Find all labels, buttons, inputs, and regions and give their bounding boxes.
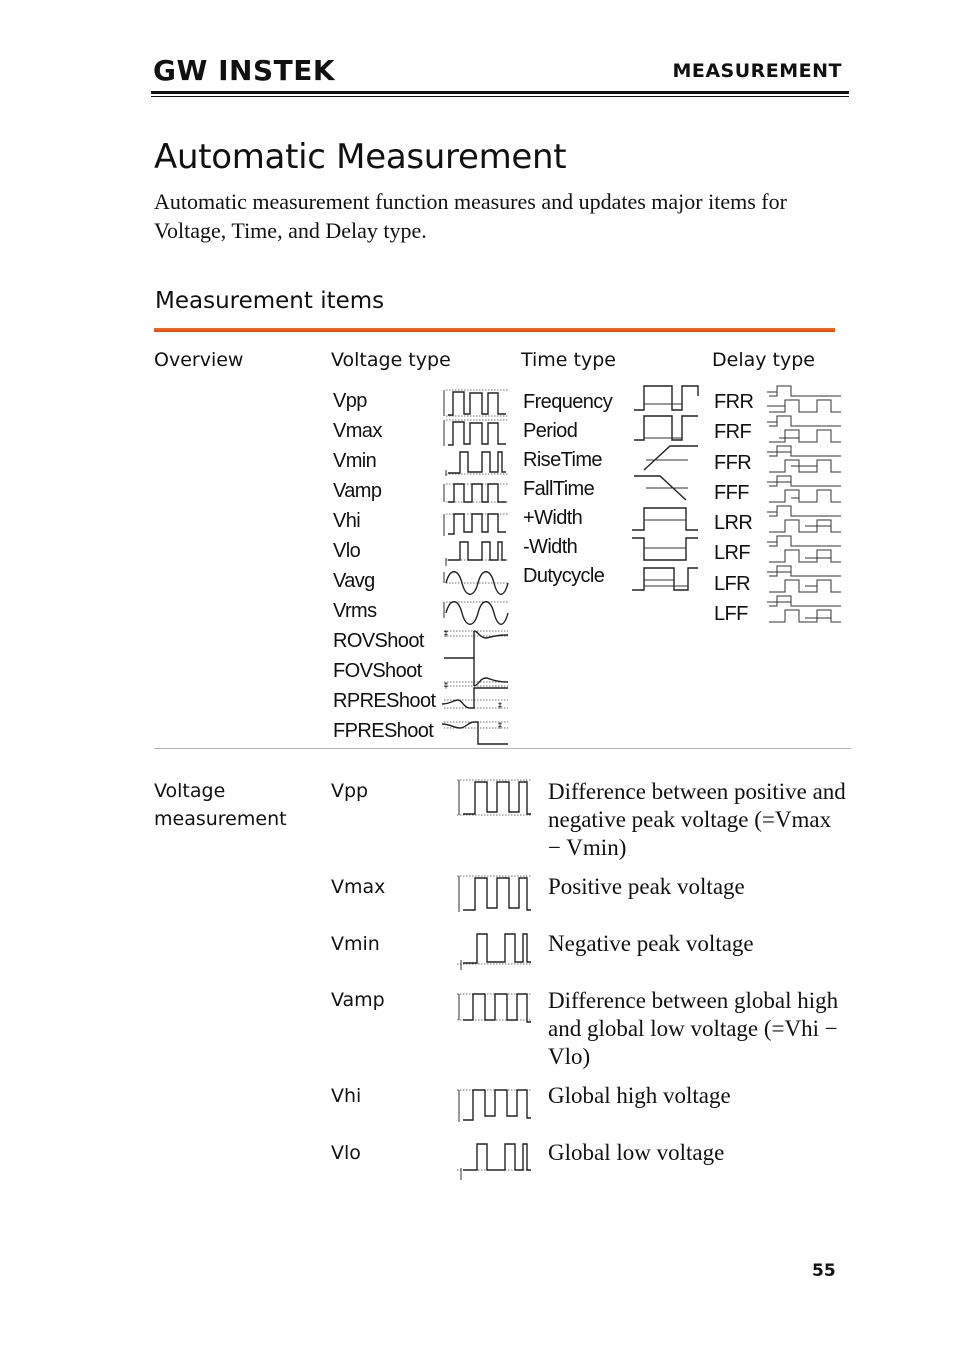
list-item: FFR	[714, 451, 752, 474]
vhi-waveform-icon	[453, 1084, 533, 1124]
list-item: FPREShoot	[333, 720, 434, 742]
delay-type-list	[714, 387, 753, 629]
label-line: Voltage	[154, 780, 226, 802]
vavg-icon	[444, 572, 508, 595]
vmin-icon	[446, 452, 508, 476]
list-item: Vmin	[333, 450, 377, 472]
header-rule	[151, 91, 849, 94]
vrms-icon	[444, 602, 508, 625]
neg-width-icon	[632, 538, 698, 560]
vmin-waveform-icon	[453, 930, 533, 970]
svg-text:‡: ‡	[498, 701, 502, 710]
svg-text:GW INSTEK: GW INSTEK	[153, 54, 336, 87]
time-type-heading: Time type	[521, 349, 616, 371]
list-item: Vavg	[333, 570, 375, 592]
risetime-icon	[644, 446, 698, 470]
list-item: RPREShoot	[333, 690, 436, 712]
page-title: Automatic Measurement	[154, 137, 567, 177]
svg-text:‡: ‡	[444, 681, 448, 690]
voltage-type-heading: Voltage type	[331, 349, 451, 371]
vhi-icon	[444, 514, 508, 536]
voltage-type-list	[333, 386, 435, 746]
item-name: Vlo	[331, 1142, 361, 1164]
list-item: FRF	[714, 421, 752, 444]
subsection-rule	[154, 328, 835, 332]
frf-icon	[767, 416, 841, 442]
list-item: +Width	[523, 507, 583, 529]
item-name: Vmin	[331, 933, 380, 955]
item-name: Vhi	[331, 1085, 362, 1107]
item-description: Difference between global high and global low voltage (=Vhi − Vlo)	[548, 988, 839, 1069]
item-name: Vamp	[331, 989, 385, 1011]
vpp-icon	[444, 390, 508, 416]
list-item: Period	[523, 420, 578, 442]
item-description: Difference between positive and negative peak voltage (=Vmax − Vmin)	[548, 779, 846, 860]
lrr-icon	[767, 506, 841, 532]
voltage-measurement-label	[154, 777, 287, 833]
list-item: LRR	[714, 512, 753, 535]
header-rule-thin	[151, 96, 849, 97]
vlo-waveform-icon	[453, 1140, 533, 1180]
section-divider	[154, 748, 851, 749]
list-item: Vamp	[333, 480, 382, 502]
item-description: Positive peak voltage	[548, 874, 745, 899]
delay-type-icons	[765, 384, 843, 634]
time-type-icons	[630, 384, 702, 594]
item-name: Vpp	[331, 780, 369, 802]
falltime-icon	[634, 476, 688, 500]
fovshoot-icon	[444, 658, 508, 690]
lff-icon	[767, 596, 841, 622]
rpreshoot-icon	[442, 688, 508, 710]
item-description: Global low voltage	[548, 1140, 725, 1165]
list-item: LFR	[714, 572, 750, 595]
item-description: Global high voltage	[548, 1083, 731, 1108]
list-item: Vlo	[333, 540, 361, 562]
delay-type-heading: Delay type	[712, 349, 815, 371]
lfr-icon	[767, 566, 841, 592]
rovshoot-icon	[444, 629, 508, 658]
vamp-waveform-icon	[453, 988, 533, 1028]
overview-label: Overview	[154, 349, 244, 371]
list-item: Vmax	[333, 420, 382, 442]
label-line: measurement	[154, 808, 287, 830]
list-item: Vrms	[333, 600, 377, 622]
list-item: Frequency	[523, 391, 613, 413]
list-item: LFF	[714, 603, 748, 626]
page-number: 55	[812, 1261, 836, 1281]
subsection-title: Measurement items	[155, 288, 385, 314]
voltage-type-icons	[440, 386, 510, 746]
svg-text:‡: ‡	[444, 629, 448, 638]
item-description: Negative peak voltage	[548, 931, 754, 956]
vamp-icon	[444, 484, 508, 502]
list-item: ROVShoot	[333, 630, 424, 652]
intro-paragraph: Automatic measurement function measures and updates major items for Voltage, Time, and Delay type.	[154, 189, 787, 243]
list-item: FFF	[714, 481, 749, 504]
svg-text:‡: ‡	[498, 721, 502, 730]
fpreshoot-icon	[442, 721, 508, 744]
frr-icon	[767, 386, 841, 412]
ffr-icon	[767, 446, 841, 472]
list-item: RiseTime	[523, 449, 602, 471]
lrf-icon	[767, 536, 841, 562]
dutycycle-icon	[632, 568, 698, 590]
item-name: Vmax	[331, 876, 386, 898]
list-item: Vpp	[333, 390, 367, 412]
list-item: -Width	[523, 536, 578, 558]
section-label: MEASUREMENT	[672, 60, 842, 82]
list-item: Vhi	[333, 510, 361, 532]
vlo-icon	[446, 542, 508, 566]
frequency-icon	[634, 386, 698, 410]
list-item: FOVShoot	[333, 660, 422, 682]
list-item: LRF	[714, 542, 750, 565]
fff-icon	[767, 476, 841, 502]
vmax-waveform-icon	[453, 874, 533, 914]
list-item: FRR	[714, 391, 754, 413]
time-type-list	[523, 388, 612, 591]
pos-width-icon	[632, 508, 698, 530]
list-item: Dutycycle	[523, 565, 605, 587]
period-icon	[634, 416, 698, 440]
vpp-waveform-icon	[453, 778, 533, 818]
gw-instek-logo	[153, 54, 336, 87]
vmax-icon	[444, 420, 508, 446]
list-item: FallTime	[523, 478, 595, 500]
